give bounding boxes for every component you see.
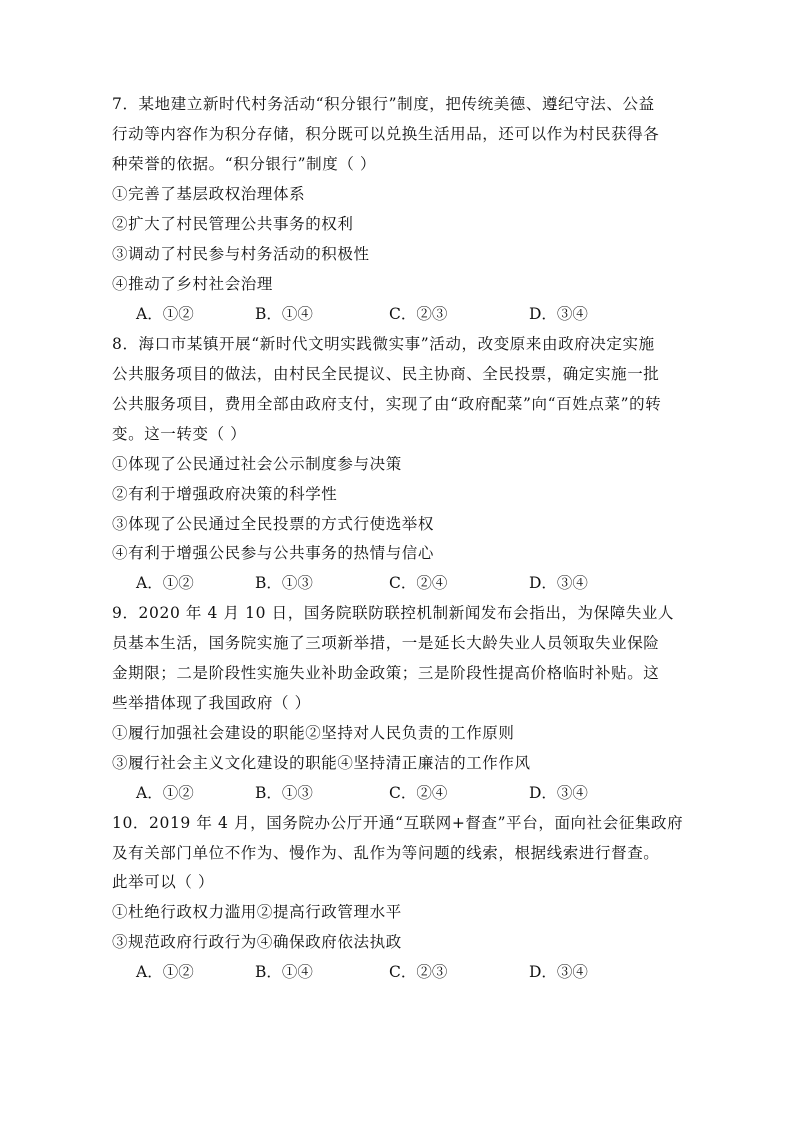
question-8-statement-3: ③体现了公民通过全民投票的方式行使选举权 [112,515,435,533]
question-9-stem-line-3: 金期限；二是阶段性实施失业补助金政策；三是阶段性提高价格临时补贴。这 [112,664,660,682]
question-7-stem-line-1: 7．某地建立新时代村务活动“积分银行”制度，把传统美德、遵纪守法、公益 [112,95,655,113]
question-8-options [136,573,656,595]
question-7-statement-4: ④推动了乡村社会治理 [112,275,274,293]
question-10-option-d[interactable]: D．③④ [529,963,588,981]
question-10-option-b[interactable]: B．①④ [255,963,313,981]
question-7-options [136,304,656,326]
question-9-option-a[interactable]: A．①② [136,784,194,802]
question-10-options [136,962,656,984]
question-8-option-b[interactable]: B．①③ [255,574,313,592]
question-8-option-c[interactable]: C．②④ [389,574,448,592]
question-9-stem-line-4: 些举措体现了我国政府（ ） [112,694,311,712]
question-9-option-c[interactable]: C．②④ [389,784,448,802]
question-7-option-b[interactable]: B．①④ [255,305,313,323]
question-10-statements-1-2: ①杜绝行政权力滥用②提高行政管理水平 [112,903,402,921]
question-7-stem-line-2: 行动等内容作为积分存储，积分既可以兑换生活用品，还可以作为村民获得各 [112,125,660,143]
question-8-stem-line-4: 变。这一转变（ ） [112,425,247,443]
question-9-option-b[interactable]: B．①③ [255,784,313,802]
question-10-stem-line-2: 及有关部门单位不作为、慢作为、乱作为等问题的线索，根据线索进行督查。 [112,844,660,862]
question-8-statement-4: ④有利于增强公民参与公共事务的热情与信心 [112,544,435,562]
question-7-statement-3: ③调动了村民参与村务活动的积极性 [112,245,370,263]
question-9-statements-3-4: ③履行社会主义文化建设的职能④坚持清正廉洁的工作作风 [112,754,531,772]
question-9-stem-line-2: 员基本生活，国务院实施了三项新举措，一是延长大龄失业人员领取失业保险 [112,634,660,652]
question-7-statement-1: ①完善了基层政权治理体系 [112,185,306,203]
question-8-stem-line-1: 8．海口市某镇开展“新时代文明实践微实事”活动，改变原来由政府决定实施 [112,335,655,353]
question-7-option-c[interactable]: C．②③ [389,305,448,323]
question-10-option-c[interactable]: C．②③ [389,963,448,981]
question-8-option-a[interactable]: A．①② [136,574,194,592]
question-9-option-d[interactable]: D．③④ [529,784,588,802]
question-7-stem-line-3: 种荣誉的依据。“积分银行”制度（ ） [112,155,377,173]
question-8-stem-line-3: 公共服务项目，费用全部由政府支付，实现了由“政府配菜”向“百姓点菜”的转 [112,395,662,413]
question-7-option-d[interactable]: D．③④ [529,305,588,323]
question-8-stem-line-2: 公共服务项目的做法，由村民全民提议、民主协商、全民投票，确定实施一批 [112,365,660,383]
question-9-stem-line-1: 9．2020 年 4 月 10 日，国务院联防联控机制新闻发布会指出，为保障失业人 [112,604,675,622]
question-9-statements-1-2: ①履行加强社会建设的职能②坚持对人民负责的工作原则 [112,724,515,742]
question-10-stem-line-3: 此举可以（ ） [112,873,215,891]
question-10-stem-line-1: 10．2019 年 4 月，国务院办公厅开通“互联网+督查”平台，面向社会征集政府 [112,814,684,832]
question-9-options [136,783,656,805]
question-8-statement-2: ②有利于增强政府决策的科学性 [112,485,338,503]
question-7-option-a[interactable]: A．①② [136,305,194,323]
question-8-statement-1: ①体现了公民通过社会公示制度参与决策 [112,455,402,473]
question-7-statement-2: ②扩大了村民管理公共事务的权利 [112,215,354,233]
question-10-option-a[interactable]: A．①② [136,963,194,981]
question-10-statements-3-4: ③规范政府行政行为④确保政府依法执政 [112,933,402,951]
question-8-option-d[interactable]: D．③④ [529,574,588,592]
